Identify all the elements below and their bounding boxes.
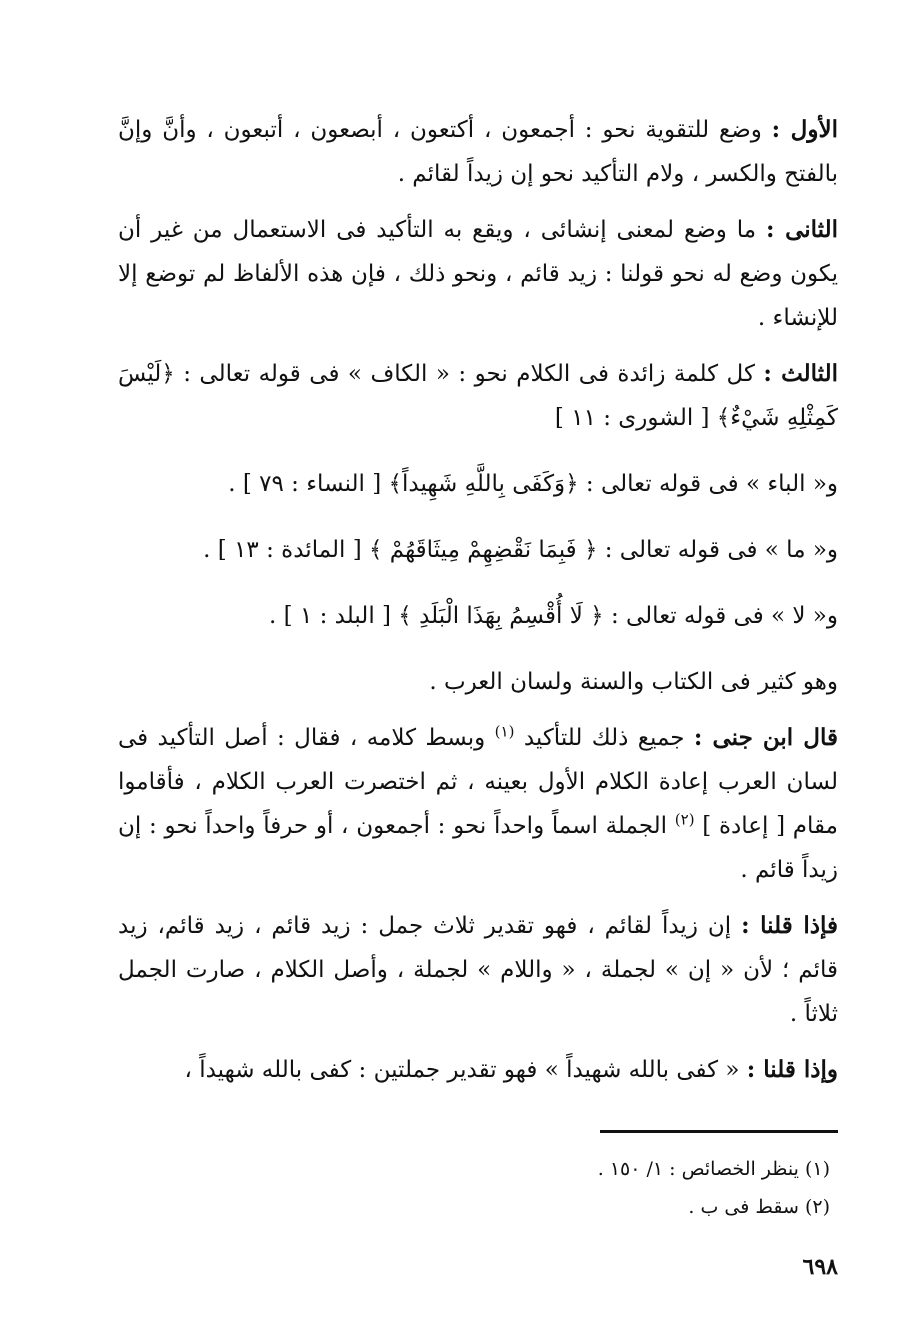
footnote-2: (٢) سقط فى ب .	[688, 1196, 830, 1218]
footnote-1: (١) ينظر الخصائص : ١/ ١٥٠ .	[597, 1158, 830, 1180]
paragraph-lead: الأول :	[771, 116, 838, 143]
quran-citation-la	[118, 594, 838, 638]
footnote-divider	[600, 1130, 838, 1133]
paragraph-text: و« ما » فى قوله تعالى : ﴿ فَبِمَا نَقْضِهِمْ مِيثَاقَهُمْ ﴾ [ المائدة : ١٣ ] .	[203, 537, 838, 563]
paragraph-lead: قال ابن جنى :	[693, 724, 838, 751]
page-number: ٦٩٨	[802, 1254, 838, 1280]
paragraph-text: و« لا » فى قوله تعالى : ﴿ لَا أُقْسِمُ بِهَذَا الْبَلَدِ ﴾ [ البلد : ١ ] .	[269, 603, 838, 629]
paragraph-ibn-jinni	[118, 716, 838, 892]
paragraph-third	[118, 352, 838, 440]
footnote-ref-2: (٢)	[674, 810, 695, 829]
paragraph-text: وهو كثير فى الكتاب والسنة ولسان العرب .	[429, 669, 838, 695]
paragraph-lead: الثالث :	[763, 360, 839, 387]
quran-citation-ma	[118, 528, 838, 572]
paragraph-lead: الثانى :	[765, 216, 838, 243]
paragraph-three-sentences	[118, 904, 838, 1036]
quran-citation-ba	[118, 462, 838, 506]
paragraph-text: كل كلمة زائدة فى الكلام نحو : « الكاف » فى قوله تعالى : ﴿لَيْسَ كَمِثْلِهِ شَيْءٌ﴾ [ الشورى : ١١ ]	[118, 361, 838, 431]
paragraph-text: « كفى بالله شهيداً » فهو تقدير جملتين : كفى بالله شهيداً ،	[184, 1057, 747, 1083]
paragraph-text: وبسط كلامه ، فقال : أصل التأكيد فى لسان العرب إعادة الكلام الأول بعينه ، ثم اختصرت العرب الكلام ، فأقاموا مقام [ إعادة ]	[118, 725, 838, 839]
paragraph-summary	[118, 660, 838, 704]
paragraph-lead: وإذا قلنا :	[746, 1056, 838, 1083]
paragraph-text: وضع للتقوية نحو : أجمعون ، أكتعون ، أبصعون ، أتبعون ، وأنَّ وإنَّ بالفتح والكسر ، ولام التأكيد نحو إن زيداً لقائم .	[118, 117, 838, 187]
footnote-ref-1: (١)	[494, 722, 515, 741]
paragraph-text: إن زيداً لقائم ، فهو تقدير ثلاث جمل : زيد قائم ، زيد قائم، زيد قائم ؛ لأن « إن » لجملة ، « واللام » لجملة ، وأصل الكلام ، صارت الجمل ثلاثاً .	[118, 913, 838, 1027]
paragraph-two-sentences	[118, 1048, 838, 1092]
footnotes	[380, 1150, 830, 1226]
paragraph-second	[118, 208, 838, 340]
page-body	[118, 108, 838, 1104]
paragraph-text: الجملة اسماً واحداً نحو : أجمعون ، أو حرفاً واحداً نحو : إن زيداً قائم .	[118, 813, 838, 883]
paragraph-lead: فإذا قلنا :	[741, 912, 838, 939]
paragraph-text: ما وضع لمعنى إنشائى ، ويقع به التأكيد فى الاستعمال من غير أن يكون وضع له نحو قولنا : زيد قائم ، ونحو ذلك ، فإن هذه الألفاظ لم توضع إلا للإنشاء .	[118, 217, 838, 331]
paragraph-first	[118, 108, 838, 196]
paragraph-text: جميع ذلك للتأكيد	[514, 725, 694, 751]
paragraph-text: و« الباء » فى قوله تعالى : ﴿وَكَفَى بِاللَّهِ شَهِيداً﴾ [ النساء : ٧٩ ] .	[228, 471, 838, 497]
